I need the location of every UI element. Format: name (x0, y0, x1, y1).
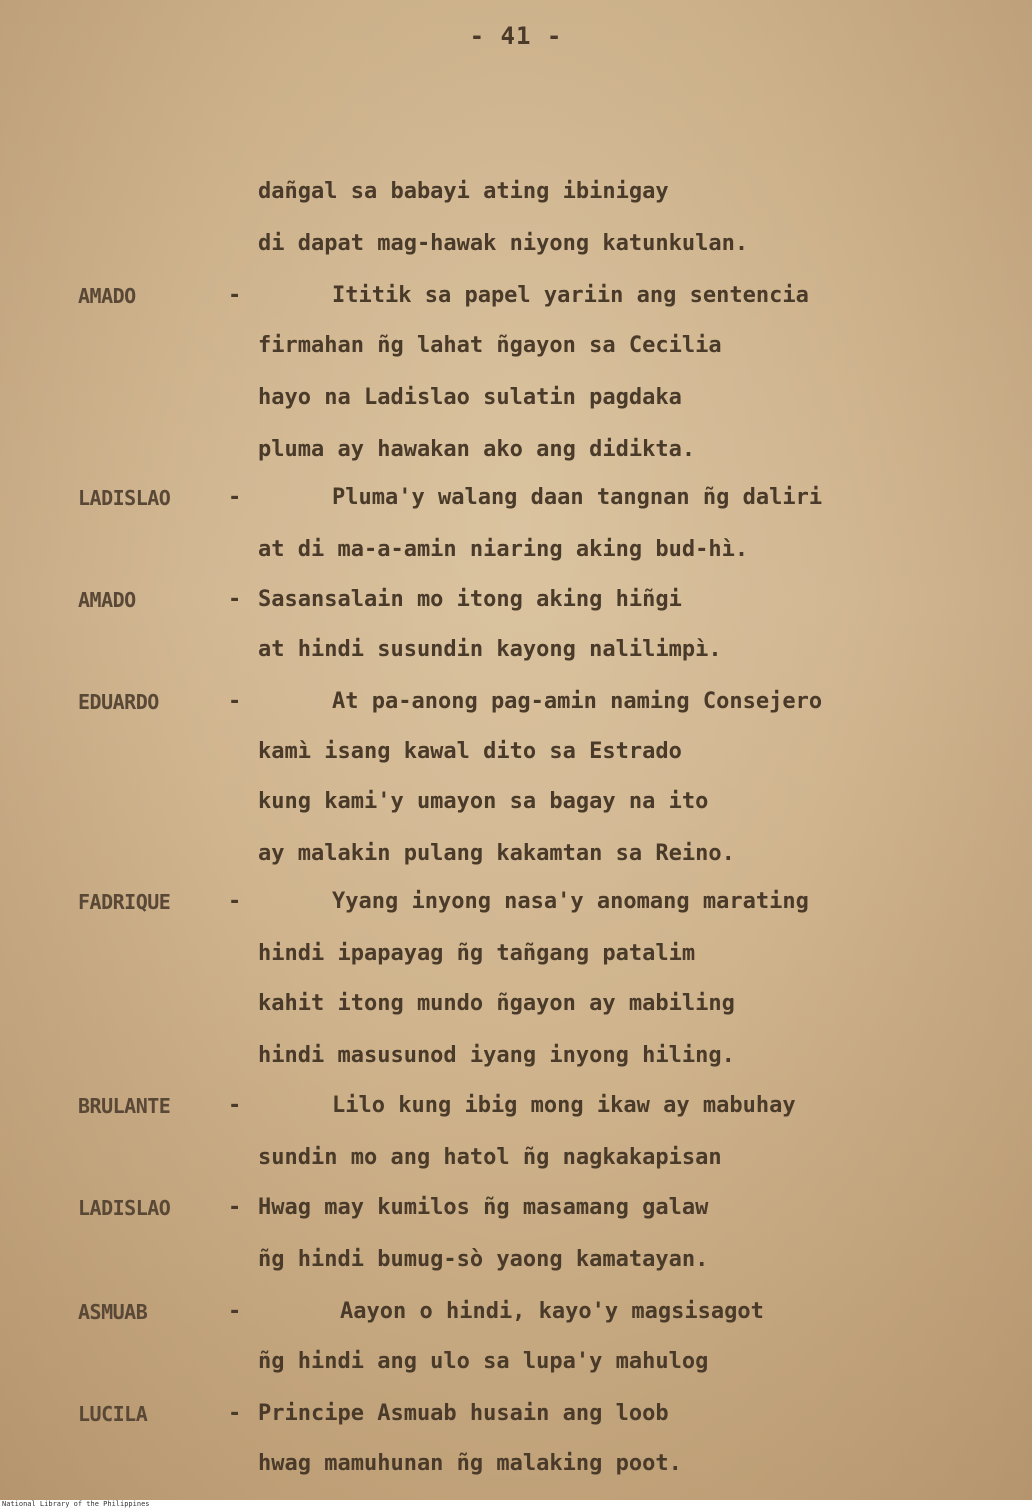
speaker-name: AMADO (78, 588, 136, 612)
line-text: dañgal sa babayi ating ibinigay (258, 179, 669, 204)
line-text: Yyang inyong nasa'y anomang marating (332, 889, 809, 914)
line-text: Aayon o hindi, kayo'y magsisagot (340, 1299, 764, 1324)
line-text: at di ma-a-amin niaring aking bud-hì. (258, 537, 749, 562)
line-text: ay malakin pulang kakamtan sa Reino. (258, 841, 735, 866)
speaker-name: LADISLAO (78, 1196, 171, 1220)
line-text: hayo na Ladislao sulatin pagdaka (258, 385, 682, 410)
line-text: kung kami'y umayon sa bagay na ito (258, 789, 709, 814)
line-text: Ititik sa papel yariin ang sentencia (332, 283, 809, 308)
speaker-dash: - (228, 485, 242, 510)
speaker-dash: - (228, 689, 242, 714)
line-text: ñg hindi ang ulo sa lupa'y mahulog (258, 1349, 709, 1374)
line-text: kahit itong mundo ñgayon ay mabiling (258, 991, 735, 1016)
speaker-dash: - (228, 283, 242, 308)
line-text: at hindi susundin kayong nalilimpì. (258, 637, 722, 662)
line-text: At pa-anong pag-amin naming Consejero (332, 689, 823, 714)
speaker-dash: - (228, 1093, 242, 1118)
speaker-name: FADRIQUE (78, 890, 171, 914)
line-text: ñg hindi bumug-sò yaong kamatayan. (258, 1247, 709, 1272)
line-text: firmahan ñg lahat ñgayon sa Cecilia (258, 333, 722, 358)
line-text: Principe Asmuab husain ang loob (258, 1401, 669, 1426)
line-text: hindi masusunod iyang inyong hiling. (258, 1043, 735, 1068)
line-text: Lilo kung ibig mong ikaw ay mabuhay (332, 1093, 796, 1118)
speaker-name: EDUARDO (78, 690, 159, 714)
speaker-dash: - (228, 889, 242, 914)
speaker-name: ASMUAB (78, 1300, 148, 1324)
speaker-dash: - (228, 1195, 242, 1220)
line-text: Pluma'y walang daan tangnan ñg daliri (332, 485, 823, 510)
line-text: Sasansalain mo itong aking hiñgi (258, 587, 682, 612)
speaker-name: LUCILA (78, 1402, 148, 1426)
line-text: kamì isang kawal dito sa Estrado (258, 739, 682, 764)
page-number: - 41 - (469, 22, 563, 50)
speaker-dash: - (228, 1299, 242, 1324)
line-text: di dapat mag-hawak niyong katunkulan. (258, 231, 749, 256)
speaker-name: LADISLAO (78, 486, 171, 510)
speaker-name: AMADO (78, 284, 136, 308)
speaker-dash: - (228, 587, 242, 612)
speaker-dash: - (228, 1401, 242, 1426)
line-text: sundin mo ang hatol ñg nagkakapisan (258, 1145, 722, 1170)
line-text: hindi ipapayag ñg tañgang patalim (258, 941, 696, 966)
line-text: hwag mamuhunan ñg malaking poot. (258, 1451, 682, 1476)
line-text: pluma ay hawakan ako ang didikta. (258, 437, 696, 462)
line-text: Hwag may kumilos ñg masamang galaw (258, 1195, 709, 1220)
speaker-name: BRULANTE (78, 1094, 171, 1118)
footer-credit: National Library of the Philippines (0, 1500, 1032, 1508)
